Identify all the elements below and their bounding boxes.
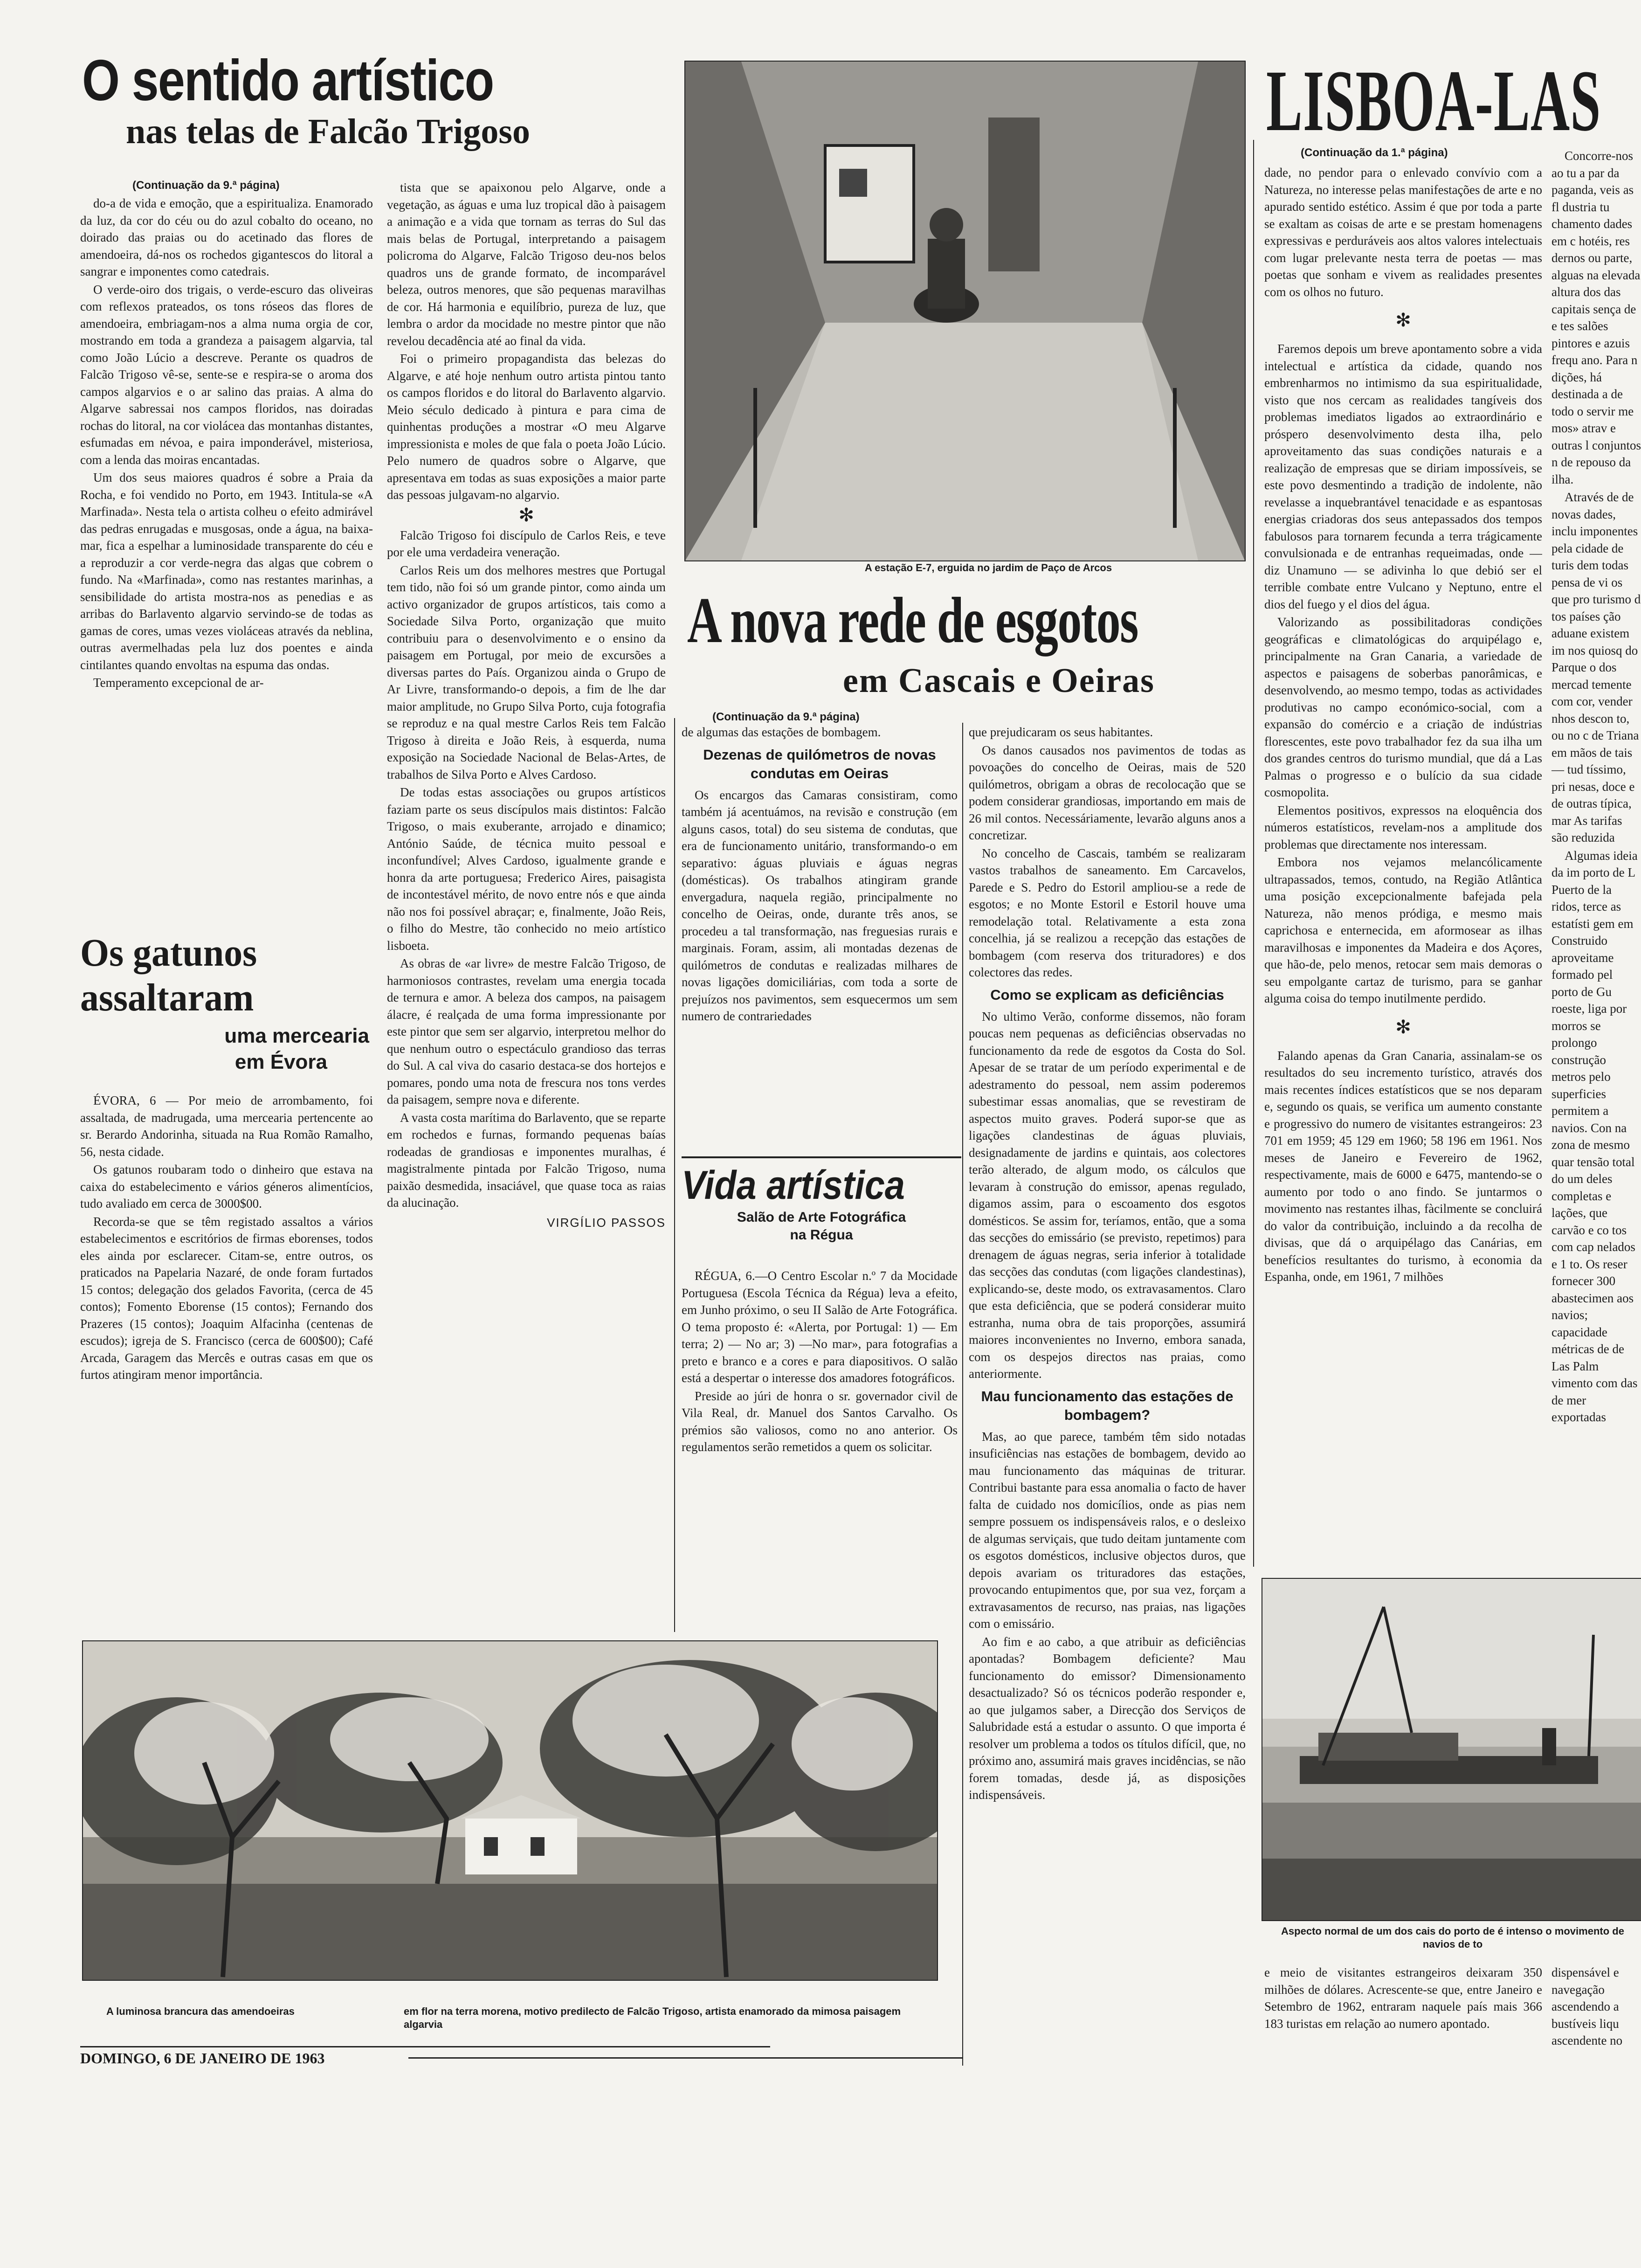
article2-title-line2: assaltaram <box>80 976 254 1019</box>
article4-box <box>682 1156 961 1244</box>
article5-continuation: (Continuação da 1.ª página) <box>1301 146 1448 159</box>
article2-headline <box>80 931 369 1075</box>
article5-column2-tail <box>1551 1964 1641 2104</box>
article1-continuation: (Continuação da 9.ª página) <box>132 179 280 192</box>
article1-col1-paragraph: O verde-oiro dos trigais, o verde-escuro das oliveiras com reflexos prateados, os tons róseos das flores de amendoeira, embriagam-nos a alma numa orgia de cor, mostrando em toda a grandeza a paisagem algarvia, tal como João Lúcio a descreve. Perante os quadros de Falcão Trigoso vê-se, sente-se e respira-se o aroma dos campos algarvios e o ar salino das praias. A alma do Algarve sabressai nos campos floridos, nas doiradas rochas do litoral, na cor violácea das montanhas distantes, esfumadas em névoa, e paira imponderável, misteriosa, com a lenda das moiras encantadas. <box>80 282 373 467</box>
article1-title-line1: O sentido artístico <box>82 48 494 113</box>
article5-col2-paragraph: Algumas ideia da im porto de L Puerto de la ridos, terce as estatísti gem em Construido aproveitame formado pel porto de Gu roeste, liga por morros se prolongo construção metros pelo superficies permitem a navios. Con na zona de mesmo quar tensão total do um deles completas e lações, que carvão e co tos com cap nelados e 1 to. Os reser fornecer 300 abastecimen aos navios; capacidade métricas de de Las Palm vimento com das de mer exportadas <box>1551 848 1638 1424</box>
article3-col2b-paragraph: No ultimo Verão, conforme dissemos, não foram poucas nem pequenas as deficiências observadas no funcionamento da rede de esgotos da Costa do Sol. Apesar de se tratar de um período experimental e de adestramento do pessoal, nem assim poderemos subestimar essas anomalias, que se revestiram de aspectos muito graves. Poderá supor-se que as ligações clandestinas de águas pluviais, designadamente de jardins e quintais, aos colectores terão alterado, de algum modo, os cálculos que levaram à construção do emissor, apenas regulado, digamos assim, para o escoamento dos esgotos domésticos. Se assim for, teríamos, então, que a soma das secções do emissário (se previsto, repetimos) para drenagem de águas negras, seria inferior à totalidade das secções das condutas (com ligações clandestinas), explicando-se, deste modo, os extravasamentos. Claro que esta deficiência, que se poderá considerar muito estranha, numa obra de tais proporções, assumirá maiores inconvenientes no Inverno, embora sanada, com os despejos directos nas praias, como anteriormente. <box>969 1009 1246 1381</box>
article2-body <box>80 1092 373 1619</box>
article5-title: LISBOA-LAS <box>1266 52 1601 149</box>
almond-trees-photo <box>82 1640 938 1981</box>
article1-col2b-paragraph: De todas estas associações ou grupos artísticos faziam parte os seus discípulos mais distintos: Falcão Trigoso, o mais exuberante, arrojado e dinamico; António Saúde, de técnica muito pessoal e inconfundível; Alves Cardoso, igualmente grande e honra da arte portuguesa; Frederico Aires, paisagista de incontestável mérito, de novo entre nós e que ainda não nos foi possível abraçar; e, finalmente, João Reis, o filho do Mestre, tão conhecido no meio artístico lisboeta. <box>387 785 666 953</box>
article4-paragraph: RÉGUA, 6.—O Centro Escolar n.º 7 da Mocidade Portuguesa (Escola Técnica da Régua) leva a efeito, em Junho próximo, o seu II Salão de Arte Fotográfica. O tema proposto é: «Alerta, por Portugal: 1) — Em terra; 2) — No ar; 3) —No mar», para fotografias a preto e branco e a cores e para diapositivos. O salão está a despertar o interesse dos amadores fotográficos. <box>682 1269 958 1385</box>
footer-rule-left <box>80 2046 770 2047</box>
almond-trees-image <box>83 1641 937 1980</box>
article2-paragraph: ÉVORA, 6 — Por meio de arrombamento, foi assaltada, de madrugada, uma mercearia pertencente ao sr. Berardo Andorinha, situada na Rua Romão Ramalho, 56, nesta cidade. <box>80 1093 373 1159</box>
article3-subhead1: Dezenas de quilómetros de novas condutas em Oeiras <box>703 746 936 781</box>
article5-column1 <box>1264 164 1542 1810</box>
article5-col2b-paragraph: dispensável e navegação ascendendo a bustíveis liqu ascendente no <box>1551 1965 1623 2047</box>
footer-rule <box>408 2057 963 2059</box>
footer-dateline: DOMINGO, 6 DE JANEIRO DE 1963 <box>80 2050 325 2067</box>
harbour-image <box>1262 1579 1641 1920</box>
article3-col2-paragraph: No concelho de Cascais, também se realizaram vastos trabalhos de saneamento. Em Carcavelos, Parede e S. Pedro do Estoril ampliou-se a rede de esgotos; e no Monte Estoril e Estoril houve uma remodelação total. Relativamente a esta zona concelhia, já se realizou a recepção das estações de bombagem (com reserva dos trituradores) e dos colectores das redes. <box>969 846 1246 979</box>
article4-paragraph: Preside ao júri de honra o sr. governador civil de Vila Real, dr. Manuel dos Santos Carvalho. Os prémios são valiosos, como no ano anterior. Os regulamentos serão remetidos a quem os solicitar. <box>682 1389 958 1454</box>
article2-paragraph: Recorda-se que se têm registado assaltos a vários estabelecimentos e escritórios de firmas eborenses, todos eles ainda por esclarecer. Citam-se, entre outros, os praticados na Papelaria Nazaré, de onde foram furtados 15 contos; delegação dos gelados Favorita, (cerca de 45 contos); Fomento Eborense (15 contos); Fernando dos Prazeres (15 contos); Joaquim Alfacinha (centenas de escudos); igreja de S. Francisco (cerca de 600$00); Café Arcada, Garagem das Mercês e outras casas em que os furtos atingiram menor importância. <box>80 1214 373 1382</box>
article5-column1-tail <box>1264 1964 1542 2104</box>
article1-column2 <box>387 179 666 1621</box>
article1-col2b-paragraph: A vasta costa marítima do Barlavento, que se reparte em rochedos e furnas, formando pequenas baías rodeadas de grandiosas e imponentes muralhas, é magistralmente pintada por Falcão Trigoso, numa paixão desmedida, insaciável, que quase toca as raias da alucinação. <box>387 1110 666 1210</box>
article1-col1-paragraph: Temperamento excepcional de ar- <box>93 676 264 690</box>
separator-star-icon: ✻ <box>1395 1016 1411 1038</box>
article5-col1d-paragraph: e meio de visitantes estrangeiros deixaram 350 milhões de dólares. Acrescente-se que, entre Janeiro e Setembro de 1962, entraram naquele país mais 366 183 turistas em relação ao numero apontado. <box>1264 1965 1542 2031</box>
article3-title-line2: em Cascais e Oeiras <box>843 662 1155 700</box>
article1-signature: VIRGÍLIO PASSOS <box>547 1215 666 1230</box>
separator-star-icon: ✻ <box>1395 310 1411 331</box>
article3-col2c-paragraph: Mas, ao que parece, também têm sido notadas insuficiências nas estações de bombagem, devido ao mau funcionamento das máquinas de triturar. Contribui bastante para essa anomalia o facto de haver falta de cuidado nos domicílios, onde as pias nem sempre possuem os indispensáveis ralos, e o desleixo de algumas serviçais, que tudo deitam juntamente com os esgotos domésticos, inclusive objectos duros, que depois avariam os trituradores das estações, provocando entupimentos que, por sua vez, forçam a extravasamentos de recurso, nas praias, nas ligações com o emissário. <box>969 1429 1246 1631</box>
article1-col2-paragraph: Foi o primeiro propagandista das belezas do Algarve, e até hoje nenhum outro artista pintou tanto os campos floridos e do litoral do Barlavento algarvio. Meio século dedicado à pintura e para cima de quinhentas produções a mostrar «O meu Algarve impressionista e moles de que fala o poeta João Lúcio. Pelo numero de quadros sobre o Algarve, que apresentava em todas as suas exposições a maior parte das pessoas julgavam-no algarvio. <box>387 352 666 502</box>
article3-col1-intro: de algumas das estações de bombagem. <box>682 725 881 739</box>
article5-column2 <box>1551 147 1641 1574</box>
article3-continuation: (Continuação da 9.ª página) <box>712 711 860 723</box>
article5-col1b-paragraph: Faremos depois um breve apontamento sobre a vida intelectual e artística da cidade, quando nos embrenharmos no intimismo da sua espiritualidade, visto que nos cercam as realidades tangíveis dos problemas imediatos ligados ao extraordinário e próspero desenvolvimento desta ilha, pelo aproveitamento das suas condições naturais e a realização de empresas que se diriam impossíveis, se este povo desmentindo a tradição de indolente, não revelasse a inquebrantável tenacidade e as espantosas energias criadoras dos seus antepassados dos tempos fabulosos para tornarem fecunda a terra trágicamente convulsionada e de entranhas requeimadas, onde — diz Unamuno — se adivinha lo que debió ser el terrible combate entre Vulcano y Neptuno, entre el dios del fuego y el dios del água. <box>1264 342 1542 611</box>
article1-col2-paragraph: tista que se apaixonou pelo Algarve, onde a vegetação, as águas e uma luz tropical dão à paisagem a animação e a vida que tornam as terras do Sul das mais belas de Portugal, interpretando a paisagem policroma do Algarve, Falcão Trigoso deu-nos belos quadros uns de grande formato, de incomparável beleza, outros menores, que são pequenas maravilhas de cor. Há harmonia e equilíbrio, pureza de luz, que lembra o ardor da mocidade no mestre pintor que não revelou decadência até ao final da vida. <box>387 180 666 348</box>
harbour-photo-caption: Aspecto normal de um dos cais do porto de é intenso o movimento de navios de to <box>1281 1925 1624 1950</box>
article5-col2-paragraph: Através de de novas dades, inclu imponentes pela cidade de turis dem todas pensa de vi os que pro turismo d tos países ção aduane existem im nos quiosq do Parque o dos mercad temente com cor, vender nhos descon to, ou no c de Triana em mãos de tais — tud tíssimo, pri nesas, doce e de outras típica, mar As tarifas são reduzida <box>1551 490 1641 844</box>
article3-col1-paragraph: Os encargos das Camaras consistiram, como também já acentuámos, na revisão e construção (em alguns casos, total) do seu sistema de condutas, que era de funcionamento unitário, transformando-o em separativo: águas pluviais e águas negras (domésticas). Os trabalhos atingiram grande envergadura, naquela região, principalmente no concelho de Oeiras, onde, durante três anos, se procedeu a tal transformação, nas freguesias rurais e marginais. Foram, assim, ali montadas dezenas de quilómetros de condutas e realizadas milhares de novas ligações domiciliárias, com toda a sorte de prejuízos nos pavimentos, sem esquecermos um sem numero de contrariedades <box>682 788 958 1023</box>
article5-col1-paragraph: dade, no pendor para o enlevado convívio com a Natureza, no interesse pelas manifestações de arte e no apurado sentido estético. Assim é que por toda a parte se exaltam as coisas de arte e se prestam homenagens expressivas e perduráveis aos altos valores intelectuais com lugar prelevante nesta terra de poetas — mas poetas que sonham e vivem as realidades presentes com os olhos no futuro. <box>1264 166 1542 299</box>
article1-column1 <box>80 195 373 918</box>
article3-title-line1: A nova rede de esgotos <box>687 584 1138 657</box>
almond-photo-caption-left: A luminosa brancura das amendoeiras <box>106 2005 295 2017</box>
pumping-station-caption: A estação E-7, erguida no jardim de Paço de Arcos <box>864 562 1112 574</box>
article5-col1b-paragraph: Elementos positivos, expressos na eloquência dos números estatísticos, revelam-nos a amplitude dos problemas que directamente nos interessam. <box>1264 803 1542 851</box>
article2-title-line3: uma mercearia <box>224 1024 369 1047</box>
article1-col2b-paragraph: Carlos Reis um dos melhores mestres que Portugal tem tido, não foi só um grande pintor, como ainda um activo organizador de grupos artísticos, tais como a Sociedade Silva Porto, organização que muito contribuiu para o desenvolvimento e o ensino da paisagem em Portugal, por meio de excursões a diversas partes do País. Organizou ainda o Grupo de Ar Livre, transformando-o depois, a fim de lhe dar maior amplitude, no Grupo Silva Porto, cuja fotografia se reproduz e na qual mestre Carlos Reis tem Falcão Trigoso à direita e João Reis, à esquerda, numa exposição na Sociedade Nacional de Belas-Artes, de trabalhos de Silva Porto e Alves Cardoso. <box>387 563 666 781</box>
article5-col1c-paragraph: Falando apenas da Gran Canaria, assinalam-se os resultados do seu incremento turístico, através dos mais recentes índices estatísticos que se nos deparam e, segundo os quais, se verifica um aumento constante e progressivo do numero de visitantes estrangeiros: 23 701 em 1959; 45 129 em 1960; 58 196 em 1961. Nos meses de Janeiro e Fevereiro de 1962, respectivamente, mais de 6000 e 6475, mantendo-se o aumento por todo o ano findo. Se juntarmos o movimento nas restantes ilhas, fàcilmente se concluirá do valor da contribuição, incluindo a da recolha de divisas, que dá o arquipélago das Canárias, em benefícios resultantes do turismo, à economia da Espanha, onde, em 1961, 7 milhões <box>1264 1048 1542 1284</box>
article2-title-line1: Os gatunos <box>80 931 257 975</box>
column-rule <box>1253 140 1254 1567</box>
article4-subtitle-line2: na Régua <box>790 1227 853 1243</box>
article4-title: Vida artística <box>682 1163 905 1208</box>
column-rule <box>962 723 963 2066</box>
pumping-station-photo <box>684 61 1246 561</box>
article4-body <box>682 1267 958 1617</box>
article3-column1 <box>682 724 958 1153</box>
article3-column2 <box>969 724 1246 2067</box>
article2-title-line4: em Évora <box>234 1051 327 1073</box>
separator-star-icon: ✻ <box>518 504 534 526</box>
article3-subhead2: Como se explicam as deficiências <box>990 986 1224 1003</box>
article1-col2b-paragraph: As obras de «ar livre» de mestre Falcão Trigoso, de harmoniosos contrastes, revelam uma energia tocada de ternura e amor. A beleza dos campos, na paisagem álacre, é realçada de uma forma impressionante por este pintor que sem ser algarvio, interpretou melhor do que nenhum outro o espectáculo grandioso das terras do Sul. A cal viva do casario destaca-se dos hortejos e pomares, pondo uma nota de frescura nos tons verdes da paisagem, sempre nova e diferente. <box>387 956 666 1106</box>
article1-col2b-paragraph: Falcão Trigoso foi discípulo de Carlos Reis, e teve por ele uma verdadeira veneração. <box>387 528 666 559</box>
article3-col2-paragraph: Os danos causados nos pavimentos de todas as povoações do concelho de Oeiras, mais de 520 quilómetros, obrigam a obras de recolocação que se podem considerar grandiosas, importando em mais de 26 mil contos. Necessáriamente, levarão alguns anos a concretizar. <box>969 743 1246 842</box>
article5-col1b-paragraph: Embora nos vejamos melancólicamente ultrapassados, temos, contudo, na Região Atlântica uma posição excepcionalmente bafejada pela Natureza, não menos pródiga, e mesmo mais caprichosa e enternecida, em aformosear as ilhas maravilhosas e imponentes da Madeira e dos Açores, que hão-de, pelo menos, retocar sem mais demoras o seu empolgante cartaz de turismo, para se ganhar alguma coisa do tempo inutilmente perdido. <box>1264 855 1542 1005</box>
article3-subhead3: Mau funcionamento das estações de bombagem? <box>981 1388 1234 1423</box>
harbour-photo <box>1262 1578 1641 1921</box>
almond-photo-caption-right: em flor na terra morena, motivo predilecto de Falcão Trigoso, artista enamorado da mimosa paisagem algarvia <box>404 2005 901 2030</box>
article1-title-line2: nas telas de Falcão Trigoso <box>126 112 530 151</box>
article5-col2-paragraph: Concorre-nos ao tu a par da paganda, veis as fl dustria tu chamento dades em c hotéis, res dernos ou parte, alguas na elevada altura dos das capitais sença de e tes salões pintores e azuis frequ ano. Para n dições, há destinada a de todo o servir me mos» atrav e outras l conjuntos n de repouso da ilha. <box>1551 149 1641 486</box>
column-rule <box>674 718 675 1632</box>
pumping-station-image <box>685 62 1245 560</box>
article2-paragraph: Os gatunos roubaram todo o dinheiro que estava na caixa do estabelecimento e vários géneros alimentícios, tudo avaliado em cerca de 3000$00. <box>80 1162 373 1210</box>
article4-subtitle-line1: Salão de Arte Fotográfica <box>737 1210 906 1225</box>
article3-col2c-paragraph: Ao fim e ao cabo, a que atribuir as deficiências apontadas? Bombagem deficiente? Mau funcionamento do emissor? Dimensionamento desactualizado? Só os técnicos poderão responder e, ao que julgamos saber, a Direcção dos Serviços de Salubridade está a estudar o assunto. O que importa é resolver um problema a todos os títulos difícil, que, no próximo ano, assumirá mais graves incidências, se não forem tomadas, desde já, as disposições indispensáveis. <box>969 1634 1246 1802</box>
article1-col1-paragraph: Um dos seus maiores quadros é sobre a Praia da Rocha, e foi vendido no Porto, em 1943. Intitula-se «A Marfinada». Nesta tela o artista colheu o efeito admirável das pedras enrugadas e musgosas, onde a água, na baixa-mar, fica a espelhar a luminosidade transparente do céu e a reproduzir a cor verde-negra das algas que cobrem o fundo. Na «Marfinada», como nas restantes marinhas, a sensibilidade do artista mostra-nos as penedias e as arribas do Barlavento algarvio servindo-se de todas as gamas de cores, umas vezes violáceas através da neblina, outras avermelhadas pela luz dos poentes e ainda cintilantes quando envoltas na espuma das ondas. <box>80 470 373 672</box>
article1-col1-paragraph: do-a de vida e emoção, que a espiritualiza. Enamorado da luz, da cor do céu ou do azul cobalto do oceano, no doirado das praias ou do acetinado das flores de amendoeira, dá-nos os rochedos gigantescos do litoral a sangrar e imponentes como catedrais. <box>80 196 373 278</box>
article3-col2-intro: que prejudicaram os seus habitantes. <box>969 725 1153 739</box>
article5-col1b-paragraph: Valorizando as possibilitadoras condições geográficas e climatológicas do arquipélago e, principalmente na Gran Canaria, a variedade de aspectos e paisagens de soberbas panorâmicas, e desenvolvendo, ao mesmo tempo, todas as actividades produtivas no campo económico-social, com a expansão do comércio e a criação de indústrias florescentes, este povo trabalhador fez da sua ilha um dos grandes centros do turismo mundial, que dá a Las Palmas o progresso e o bulício da sua cidade cosmopolita. <box>1264 615 1542 799</box>
